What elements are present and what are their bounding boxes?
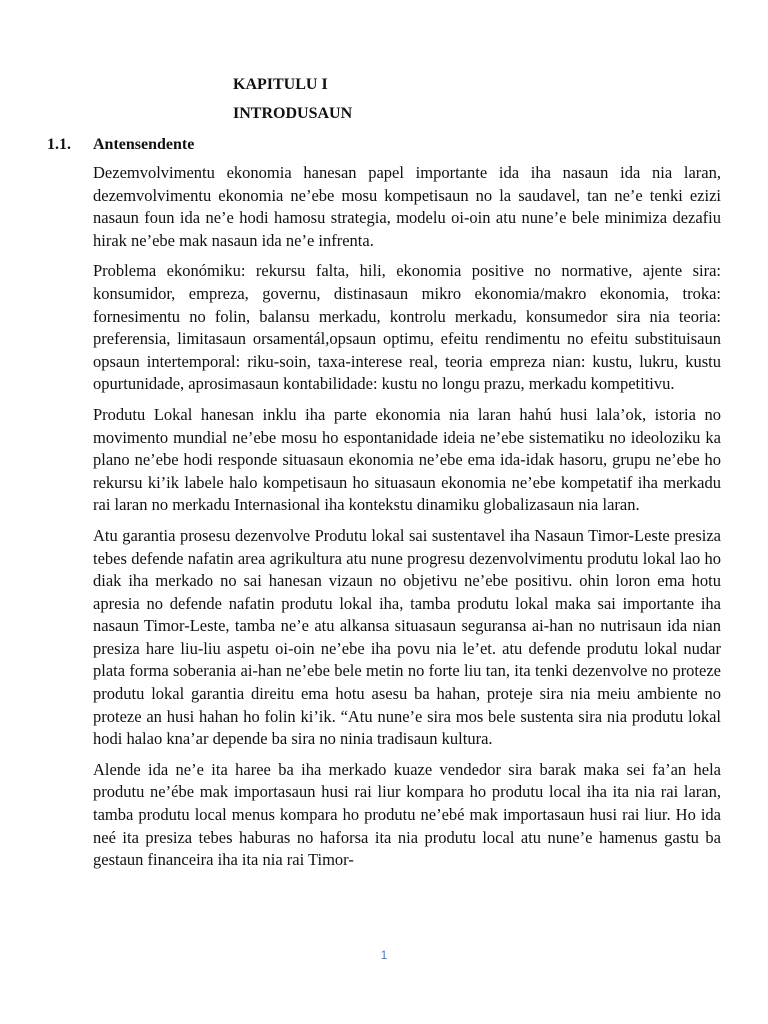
- section-heading: [47, 136, 194, 154]
- paragraph-1: Dezemvolvimentu ekonomia hanesan papel importante ida iha nasaun ida nia laran, dezemvolvimentu ekonomia ne’ebe mosu kompetisaun no la saudavel, tan ne’e tenki ezizi nasaun foun ida ne’e hodi hamosu strategia, modelu oi-oin atu nune’e bele minimiza dezafiu hirak ne’ebe mak nasaun ida ne’e infrenta.: [93, 163, 721, 250]
- paragraph-2: Problema ekonómiku: rekursu falta, hili, ekonomia positive no normative, ajente sira: konsumidor, empreza, governu, distinasaun mikro ekonomia/makro ekonomia, troka: fornesimentu no folin, balansu merkadu, kontrolu merkadu, konsumedor sira nia teoria: preferensia, limitasaun orsamentál,opsaun optimu, efeitu rendimentu no efeitu substituisaun opsaun intertemporal: riku-soin, taxa-interese real, teoria empreza nian: kustu, lukru, kustu opurtunidade, aprosimasaun kontabilidade: kustu no longu prazu, merkadu kompetitivu.: [93, 261, 721, 394]
- section-title: Antensendente: [93, 136, 195, 153]
- section-number: 1.1.: [47, 136, 71, 153]
- paragraph-3: Produtu Lokal hanesan inklu iha parte ekonomia nia laran hahú husi lala’ok, istoria no movimento mundial ne’ebe mosu ho espontanidade ideia ne’ebe sistematiku no ideoloziku ka plano ne’ebe hodi responde situasaun ekonomia ne’ebe ema ida-idak hasoru, grupu ne’ebe ho rekursu ki’ik labele halo kompetisaun ho situasaun ekonomia ne’ebe kompetatif iha merkadu rai laran no merkadu Internasional iha kontekstu dinamiku globalizasaun nia laran.: [93, 404, 721, 515]
- chapter-number: KAPITULU I: [233, 76, 328, 93]
- paragraph-5: Alende ida ne’e ita haree ba iha merkado kuaze vendedor sira barak maka sei fa’an hela produtu ne’ébe mak importasaun husi rai liur kompara ho produtu local iha ita nia rai laran, tamba produtu local menus kompara ho produtu ne’ebé mak importasaun husi rai liur. Ho ida neé ita presiza tebes haburas no haforsa ita nia produtu local atu nune’e hamenus gastu ba gestaun financeira iha ita nia rai Timor-: [93, 759, 721, 870]
- page-number: 1: [380, 948, 388, 962]
- paragraph-4: Atu garantia prosesu dezenvolve Produtu lokal sai sustentavel iha Nasaun Timor-Leste presiza tebes defende nafatin area agrikultura atu nune progresu dezenvolvimentu produtu lokal lao ho diak iha merkado no sai hanesan vizaun no objetivu ne’ebe positivu. ohin loron ema hotu apresia no defende nafatin produtu lokal iha, tamba produtu lokal maka sai importante iha nasaun Timor-Leste, tamba ne’e atu alkansa situasaun seguransa ai-han no nutrisaun ida nian presiza hare liu-liu aspetu oi-oin ne’ebe iha povu nia le’et. atu defende produtu lokal nudar plata forma soberania ai-han ne’ebe bele metin no forte liu tan, ita tenki dezenvolve no proteze produtu lokal garantia direitu ema hotu asesu ba hahan, proteje sira nia meiu ambiente no proteze an husi hahan ho folin ki’ik. “Atu nune’e sira mos bele sustenta sira nia produtu lokal hodi halao kna’ar depende ba sira no ninia tradisaun kultura.: [93, 525, 721, 749]
- chapter-title: INTRODUSAUN: [233, 105, 353, 122]
- body-text: [93, 162, 721, 880]
